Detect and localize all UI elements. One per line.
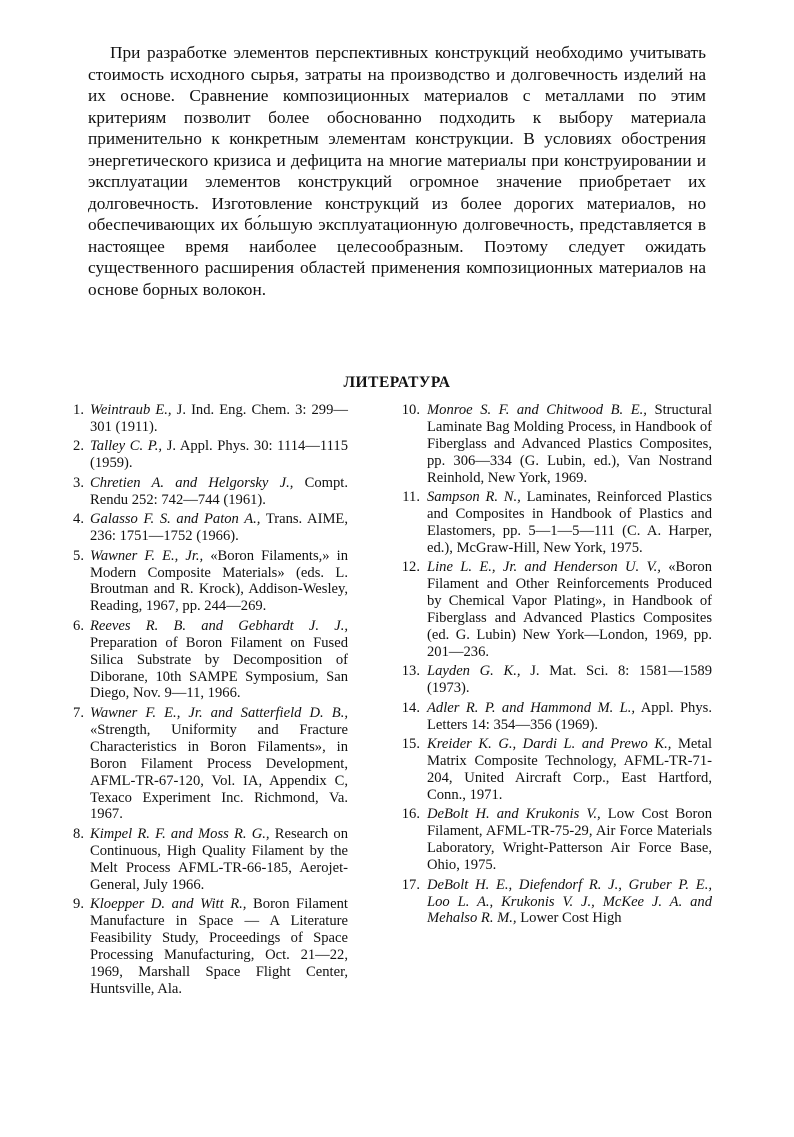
reference-number: 8. xyxy=(73,825,84,842)
reference-authors: Sampson R. N., xyxy=(427,489,521,506)
reference-text: Laminates, Reinforced Plastics and Composites in Handbook of Plastics and Elastomers, pp. 5—1—5—111 (C. A. Harper, ed.), McGraw-Hill, New York, 1975. xyxy=(427,489,713,556)
reference-item xyxy=(392,559,712,660)
reference-text: J. Mat. Sci. 8: 1581—1589 (1973). xyxy=(427,663,712,697)
reference-text: Research on Continuous, High Quality Filament by the Melt Process AFML-TR-66-185, Aerojet-General, July 1966. xyxy=(90,825,348,893)
reference-item xyxy=(392,489,712,557)
reference-text: Low Cost Boron Filament, AFML-TR-75-29, Air Force Materials Laboratory, Wright-Patterson Air Force Base, Ohio, 1975. xyxy=(427,806,712,874)
reference-authors: Line L. E., Jr. and Henderson U. V., xyxy=(427,559,661,576)
reference-list-left xyxy=(62,402,348,1000)
reference-number: 15. xyxy=(401,736,420,753)
reference-authors: Kreider K. G., Dardi L. and Prewo K., xyxy=(427,736,672,753)
reference-item xyxy=(62,438,348,472)
reference-authors: Chretien A. and Helgorsky J., xyxy=(90,474,294,491)
reference-item xyxy=(392,806,712,874)
reference-text: Compt. Rendu 252: 742—744 (1961). xyxy=(90,474,348,508)
reference-number: 5. xyxy=(73,547,84,564)
reference-number: 11. xyxy=(402,489,420,506)
reference-authors: Weintraub E., xyxy=(90,402,172,418)
reference-item xyxy=(392,700,712,734)
reference-list-right xyxy=(392,402,712,930)
reference-authors: Reeves R. B. and Gebhardt J. J., xyxy=(90,617,348,634)
reference-text: «Strength, Uniformity and Fracture Characteristics in Boron Filaments», in Boron Filament Process Development, AFML-TR-67-120, Vol. IA, Appendix C, Texaco Experiment Inc. Richmond, Va. 1967. xyxy=(90,721,348,823)
reference-text: J. Appl. Phys. 30: 1114—1115 (1959). xyxy=(90,438,348,472)
reference-text: Structural Laminate Bag Molding Process, in Handbook of Fiberglass and Advanced Plastics Composites, pp. 306—334 (G. Lubin, ed.), Van Nostrand Reinhold, New York, 1969. xyxy=(427,402,713,486)
reference-number: 7. xyxy=(73,704,84,721)
reference-text: «Boron Filament and Other Reinforcements Produced by Chemical Vapor Plating», in Handbook of Fiberglass and Advanced Plastics Composites (ed. G. Lubin) New York—London, 1969, pp. 201—236. xyxy=(427,559,712,660)
reference-authors: Wawner F. E., Jr., xyxy=(90,547,204,564)
reference-text: Metal Matrix Composite Technology, AFML-TR-71-204, United Aircraft Corp., East Hartford, Conn., 1971. xyxy=(427,736,712,803)
reference-text: Appl. Phys. Letters 14: 354—356 (1969). xyxy=(427,699,712,733)
reference-item xyxy=(62,618,348,703)
reference-authors: Adler R. P. and Hammond M. L., xyxy=(427,699,636,716)
reference-number: 16. xyxy=(401,806,420,823)
reference-item xyxy=(62,705,348,823)
reference-authors: Kimpel R. F. and Moss R. G., xyxy=(90,825,270,842)
reference-item xyxy=(392,877,712,928)
body-paragraph: При разработке элементов перспективных конструкций необходимо учитывать стоимость исходного сырья, затраты на производство и долговечность изделий на их основе. Сравнение композиционных материалов с металлами по этим критериям позволит более обоснованно подходить к выбору материала применительно к конкретным элементам конструкции. В условиях обострения энергетического кризиса и дефицита на многие материалы при конструировании и эксплуатации элементов конструкций огромное значение приобретает их долговечность. Изготовление конструкций из более дорогих материалов, но обеспечивающих их бо́льшую эксплуатационную долговечность, представляется в настоящее время наиболее целесообразным. Поэтому следует ожидать существенного расширения областей применения композиционных материалов на основе борных волокон. xyxy=(88,43,706,299)
reference-authors: Monroe S. F. and Chitwood B. E., xyxy=(427,402,647,418)
reference-item xyxy=(62,826,348,894)
reference-number: 4. xyxy=(73,511,84,528)
reference-text: Preparation of Boron Filament on Fused Silica Substrate by Decomposition of Diborane, 10th SAMPE Symposium, San Diego, Nov. 9—11, 1966. xyxy=(90,634,348,702)
reference-authors: Layden G. K., xyxy=(427,663,521,680)
reference-number: 13. xyxy=(401,663,420,680)
reference-number: 10. xyxy=(401,402,420,418)
reference-number: 14. xyxy=(401,699,420,716)
reference-text: Lower Cost High xyxy=(516,910,622,927)
reference-authors: Talley C. P., xyxy=(90,438,163,455)
reference-authors: Galasso F. S. and Paton A., xyxy=(90,511,261,528)
reference-number: 12. xyxy=(401,559,420,576)
reference-text: Boron Filament Manufacture in Space — A Literature Feasibility Study, Proceedings of Space Processing Manufacturing, Oct. 21—22, 1969, Marshall Space Flight Center, Huntsville, Ala. xyxy=(90,896,348,997)
section-title: ЛИТЕРАТУРА xyxy=(343,374,451,391)
reference-item xyxy=(392,663,712,697)
reference-number: 1. xyxy=(73,402,84,418)
reference-number: 6. xyxy=(73,617,84,634)
reference-item xyxy=(62,896,348,997)
reference-number: 17. xyxy=(401,876,420,893)
reference-item xyxy=(62,511,348,545)
reference-item xyxy=(62,548,348,616)
reference-text: «Boron Filaments,» in Modern Composite Materials» (eds. L. Broutman and R. Krock), Addison-Wesley, Reading, 1967, pp. 244—269. xyxy=(90,547,348,615)
reference-number: 3. xyxy=(73,474,84,491)
reference-authors: DeBolt H. E., Diefendorf R. J., Gruber P. E., Loo L. A., Krukonis V. J., McKee J. A. and Mehalso R. M., xyxy=(427,876,712,927)
reference-item xyxy=(392,402,712,487)
reference-number: 2. xyxy=(73,438,84,455)
reference-item xyxy=(392,736,712,804)
reference-authors: Kloepper D. and Witt R., xyxy=(90,896,247,913)
reference-number: 9. xyxy=(73,896,84,913)
reference-text: Trans. AIME, 236: 1751—1752 (1966). xyxy=(90,511,348,545)
reference-item xyxy=(62,475,348,509)
reference-item xyxy=(62,402,348,436)
reference-text: J. Ind. Eng. Chem. 3: 299—301 (1911). xyxy=(90,402,348,435)
reference-authors: Wawner F. E., Jr. and Satterfield D. B., xyxy=(90,704,348,721)
reference-authors: DeBolt H. and Krukonis V., xyxy=(427,806,601,823)
